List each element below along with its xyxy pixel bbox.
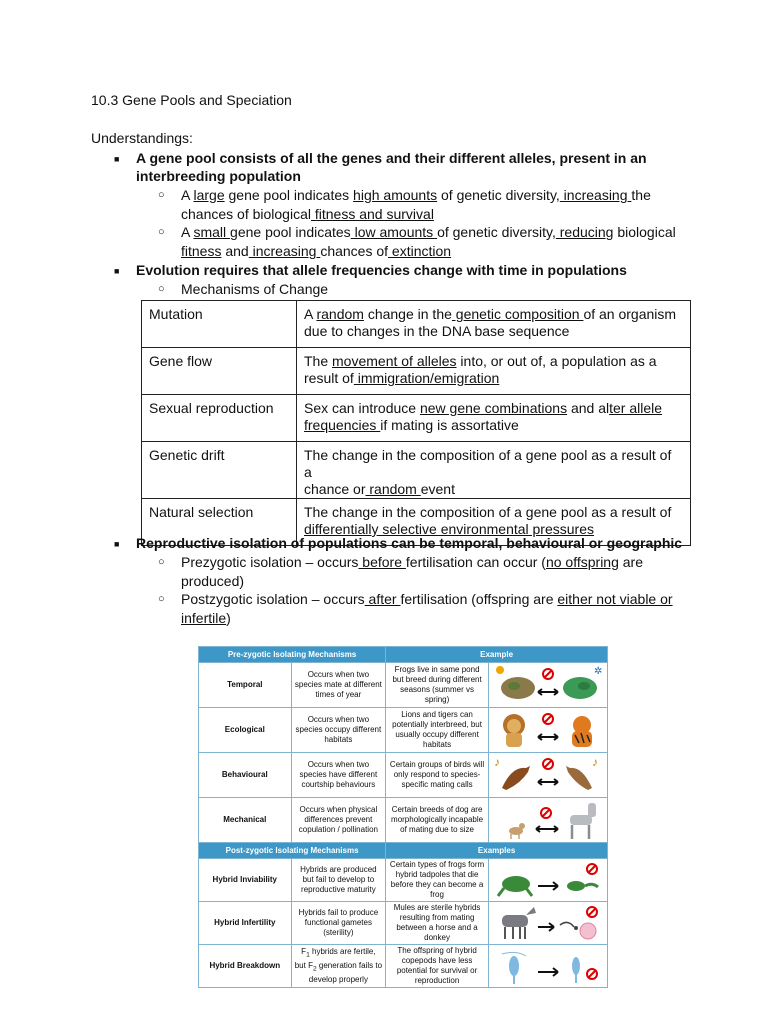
table-row xyxy=(199,945,608,988)
figure-header-row xyxy=(199,647,608,663)
birds-illustration xyxy=(488,753,607,798)
mechanism-description: Hybrids are produced but fail to develop to reproductive maturity xyxy=(291,859,386,902)
mule-illustration xyxy=(488,902,607,945)
mechanism-example: Lions and tigers can potentially interbreed, but usually occupy different habitats xyxy=(386,708,489,753)
prezygotic-line1: Prezygotic isolation – occurs before fertilisation can occur (no offspring are xyxy=(181,554,643,570)
isolating-mechanisms-figure xyxy=(198,646,608,988)
arrow-icon xyxy=(538,968,558,976)
table-row xyxy=(199,798,608,843)
postzygotic-line2: infertile) xyxy=(181,610,231,626)
pre-example-header: Example xyxy=(386,647,608,663)
lion-tiger-illustration xyxy=(488,708,607,753)
music-note-icon: ♪ xyxy=(493,755,500,769)
section2-sub: Mechanisms of Change xyxy=(181,281,329,297)
mechanism-example: Mules are sterile hybrids resulting from mating between a horse and a donkey xyxy=(386,902,489,945)
snowflake-icon: ✲ xyxy=(593,666,603,677)
double-arrow-icon xyxy=(538,734,558,740)
table-row xyxy=(199,708,608,753)
table-row xyxy=(142,442,691,499)
mechanism-name: Mechanical xyxy=(199,798,292,843)
section1-sub2-line2: fitness and increasing chances of extinction xyxy=(181,243,452,259)
mechanism-description: The movement of alleles into, or out of, a population as a result of immigration/emigration xyxy=(297,348,691,395)
square-bullet-icon: ■ xyxy=(114,266,120,276)
table-row xyxy=(142,395,691,442)
mechanism-description: The change in the composition of a gene pool as a result of a chance or random event xyxy=(297,442,691,499)
section1-sub1-line2: chances of biological fitness and survival xyxy=(181,206,434,222)
mechanism-name: Behavioural xyxy=(199,753,292,798)
arrow-icon xyxy=(538,882,558,890)
square-bullet-icon: ■ xyxy=(114,539,120,549)
section1-sub2-line1: A small gene pool indicates low amounts of genetic diversity, reducing biological xyxy=(181,224,676,240)
sun-icon xyxy=(496,666,504,674)
copepod-illustration xyxy=(488,945,607,988)
figure-header-row xyxy=(199,843,608,859)
circle-bullet-icon: ○ xyxy=(158,226,165,238)
music-note-icon: ♪ xyxy=(591,755,598,769)
section2-heading: Evolution requires that allele frequencies change with time in populations xyxy=(136,262,627,278)
table-row xyxy=(199,859,608,902)
mechanism-name: Hybrid Infertility xyxy=(199,902,292,945)
mechanism-description: Sex can introduce new gene combinations and alter allele frequencies if mating is assortative xyxy=(297,395,691,442)
prezygotic-line2: produced) xyxy=(181,573,245,589)
mechanism-name: Natural selection xyxy=(142,499,297,546)
mechanism-description: Hybrids fail to produce functional gametes (sterility) xyxy=(291,902,386,945)
mechanism-description: A random change in the genetic composition of an organism due to changes in the DNA base sequence xyxy=(297,301,691,348)
circle-bullet-icon: ○ xyxy=(158,283,165,295)
section1-heading-line1: A gene pool consists of all the genes and their different alleles, present in an xyxy=(136,150,647,166)
mechanisms-table xyxy=(141,300,691,546)
mechanism-example: Certain breeds of dog are morphologically incapable of mating due to size xyxy=(386,798,489,843)
square-bullet-icon: ■ xyxy=(114,154,120,164)
table-row xyxy=(142,348,691,395)
circle-bullet-icon: ○ xyxy=(158,556,165,568)
mechanism-example: Certain types of frogs form hybrid tadpoles that die before they can become a frog xyxy=(386,859,489,902)
double-arrow-icon xyxy=(536,826,558,832)
section3-heading: Reproductive isolation of populations can be temporal, behavioural or geographic xyxy=(136,535,683,551)
mechanism-description: Occurs when two species have different courtship behaviours xyxy=(291,753,386,798)
double-arrow-icon xyxy=(538,779,558,785)
post-zygotic-header: Post-zygotic Isolating Mechanisms xyxy=(199,843,386,859)
dogs-illustration xyxy=(488,798,607,843)
frog-tadpole-illustration xyxy=(488,859,607,902)
mechanism-example: Certain groups of birds will only respond to species-specific mating calls xyxy=(386,753,489,798)
mechanism-description: Occurs when physical differences prevent copulation / pollination xyxy=(291,798,386,843)
double-arrow-icon xyxy=(538,689,558,695)
mechanism-description: $F_1$ hybrids are fertile, but $F_2$ generation fails to develop properly xyxy=(291,945,386,988)
understandings-label: Understandings: xyxy=(91,130,193,146)
table-row xyxy=(199,753,608,798)
post-example-header: Examples xyxy=(386,843,608,859)
mechanism-name: Mutation xyxy=(142,301,297,348)
table-row xyxy=(142,301,691,348)
circle-bullet-icon: ○ xyxy=(158,593,165,605)
section1-heading-line2: interbreeding population xyxy=(136,168,301,184)
page-title: 10.3 Gene Pools and Speciation xyxy=(91,92,292,108)
table-row xyxy=(199,902,608,945)
arrow-icon xyxy=(538,923,554,931)
frogs-illustration xyxy=(488,663,607,708)
mechanism-name: Hybrid Inviability xyxy=(199,859,292,902)
circle-bullet-icon: ○ xyxy=(158,189,165,201)
mechanism-name: Temporal xyxy=(199,663,292,708)
mechanism-name: Genetic drift xyxy=(142,442,297,499)
mechanism-name: Sexual reproduction xyxy=(142,395,297,442)
mechanism-name: Ecological xyxy=(199,708,292,753)
postzygotic-line1: Postzygotic isolation – occurs after fertilisation (offspring are either not viable or xyxy=(181,591,673,607)
mechanism-example: The offspring of hybrid copepods have less potential for survival or reproduction xyxy=(386,945,489,988)
mechanism-example: Frogs live in same pond but breed during different seasons (summer vs spring) xyxy=(386,663,489,708)
table-row xyxy=(199,663,608,708)
mechanism-description: Occurs when two species occupy different habitats xyxy=(291,708,386,753)
mechanism-description: Occurs when two species mate at different times of year xyxy=(291,663,386,708)
section1-sub1-line1: A large gene pool indicates high amounts of genetic diversity, increasing the xyxy=(181,187,651,203)
mechanism-description: The change in the composition of a gene pool as a result of differentially selective environmental pressures xyxy=(297,499,691,546)
mechanism-name: Gene flow xyxy=(142,348,297,395)
pre-zygotic-header: Pre-zygotic Isolating Mechanisms xyxy=(199,647,386,663)
mechanism-name: Hybrid Breakdown xyxy=(199,945,292,988)
